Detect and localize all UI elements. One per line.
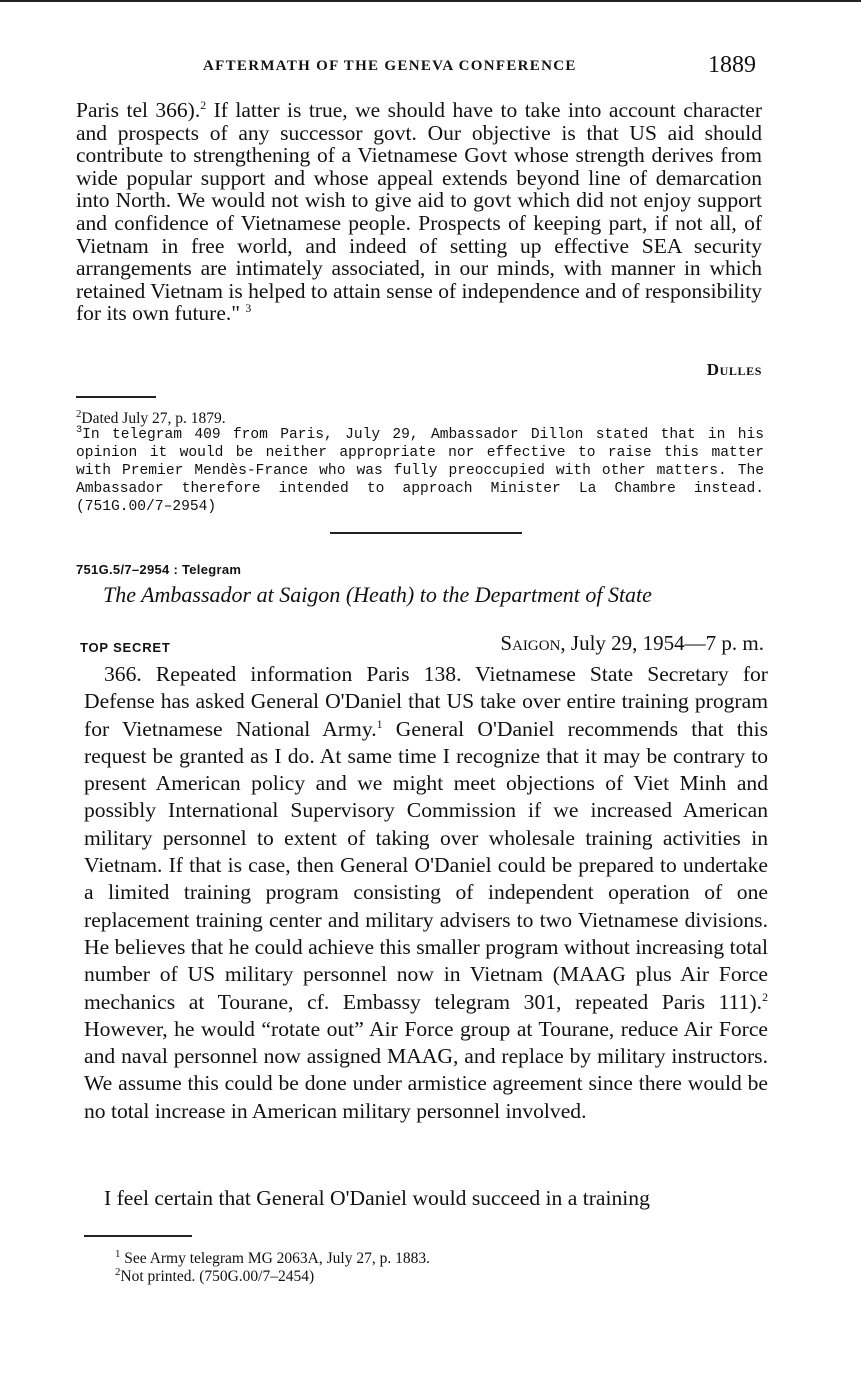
- page-header: [0, 52, 861, 82]
- file-id: 751G.5/7–2954 : Telegram: [76, 562, 242, 577]
- footnote: [76, 426, 764, 516]
- footnote-ref-3: 3: [245, 301, 252, 316]
- dateline: [470, 631, 764, 656]
- footnote-divider: [84, 1235, 192, 1237]
- footnote-ref-2: 2: [200, 97, 207, 112]
- footnote: [115, 1265, 755, 1286]
- classification: TOP SECRET: [80, 640, 171, 655]
- footnote-mark: 3: [76, 424, 83, 437]
- telegram-paragraph: [84, 1185, 768, 1212]
- paragraph-text: Paris tel 366).: [76, 98, 201, 122]
- footnote-text: Not printed. (750G.00/7–2454): [120, 1268, 315, 1285]
- previous-document-paragraph: [76, 99, 762, 325]
- paragraph-text-continued: If latter is true, we should have to take into account character and prospects of any successor govt. Our objective is that US aid should contribute to strengthening of a Vietnamese Govt whose strength derives from wide popular support and whose appeal extends beyond line of demarcation into North. We would not wish to give aid to govt which did not enjoy support and confidence of Vietnamese people. Prospects of keeping part, if not all, of Vietnam in free world, and indeed of setting up effective SEA security arrangements are intimately associated, in our minds, with manner in which retained Vietnam is helped to attain sense of independence and of responsibility for its own future.": [76, 98, 762, 326]
- paragraph-text: I feel certain that General O'Daniel would succeed in a training: [104, 1186, 650, 1210]
- paragraph-text: 366. Repeated information Paris 138. Vietnamese State Secretary for Defense has asked General O'Daniel that US take over entire training program for Vietnamese National Army.: [84, 662, 768, 741]
- paragraph-text: General O'Daniel recommends that this request be granted as I do. At same time I recognize that it may be contrary to present American policy and we might meet objections of Viet Minh and possibly International Supervisory Commission if we increased American military personnel to extent of taking over wholesale training activities in Vietnam. If that is case, then General O'Daniel could be prepared to undertake a limited training program consisting of independent operation of one replacement training center and military advisers to two Vietnamese divisions. He believes that he could achieve this smaller program without increasing total number of US military personnel now in Vietnam (MAAG plus Air Force mechanics at Tourane, cf. Embassy telegram 301, repeated Paris 111).: [84, 716, 768, 1014]
- footnote-mark: 2: [76, 407, 82, 420]
- paragraph-text: However, he would “rotate out” Air Force group at Tourane, reduce Air Force and naval personnel now assigned MAAG, and replace by military instructors. We assume this could be done under armistice agreement since there would be no total increase in American military personnel involved.: [84, 1016, 768, 1123]
- footnote-text: In telegram 409 from Paris, July 29, Ambassador Dillon stated that in his opinion it would be neither appropriate nor effective to raise this matter with Premier Mendès-France who was fully preoccupied with other matters. The Ambassador therefore intended to approach Minister La Chambre instead. (751G.00/7–2954): [76, 427, 764, 515]
- footnote-ref-2: 2: [762, 989, 768, 1004]
- dateline-place: Saigon,: [500, 631, 566, 655]
- footnote-ref-1: 1: [376, 716, 383, 731]
- top-border-rule: [0, 0, 861, 2]
- footnote-text: Dated July 27, p. 1879.: [81, 410, 226, 427]
- document-separator: [330, 532, 522, 534]
- signature: Dulles: [706, 360, 762, 379]
- page-number: 1889: [708, 52, 756, 78]
- footnote-text: See Army telegram MG 2063A, July 27, p. 1883.: [124, 1250, 430, 1267]
- footnote-mark: 2: [115, 1265, 121, 1278]
- running-head: AFTERMATH OF THE GENEVA CONFERENCE: [203, 58, 577, 74]
- telegram-paragraph: [84, 661, 768, 1125]
- document-title: The Ambassador at Saigon (Heath) to the Department of State: [103, 582, 652, 607]
- dateline-date: July 29, 1954—7 p. m.: [565, 631, 764, 655]
- footnote: [115, 1247, 755, 1268]
- footnote-mark: 1: [115, 1247, 121, 1260]
- footnote-divider: [76, 396, 156, 398]
